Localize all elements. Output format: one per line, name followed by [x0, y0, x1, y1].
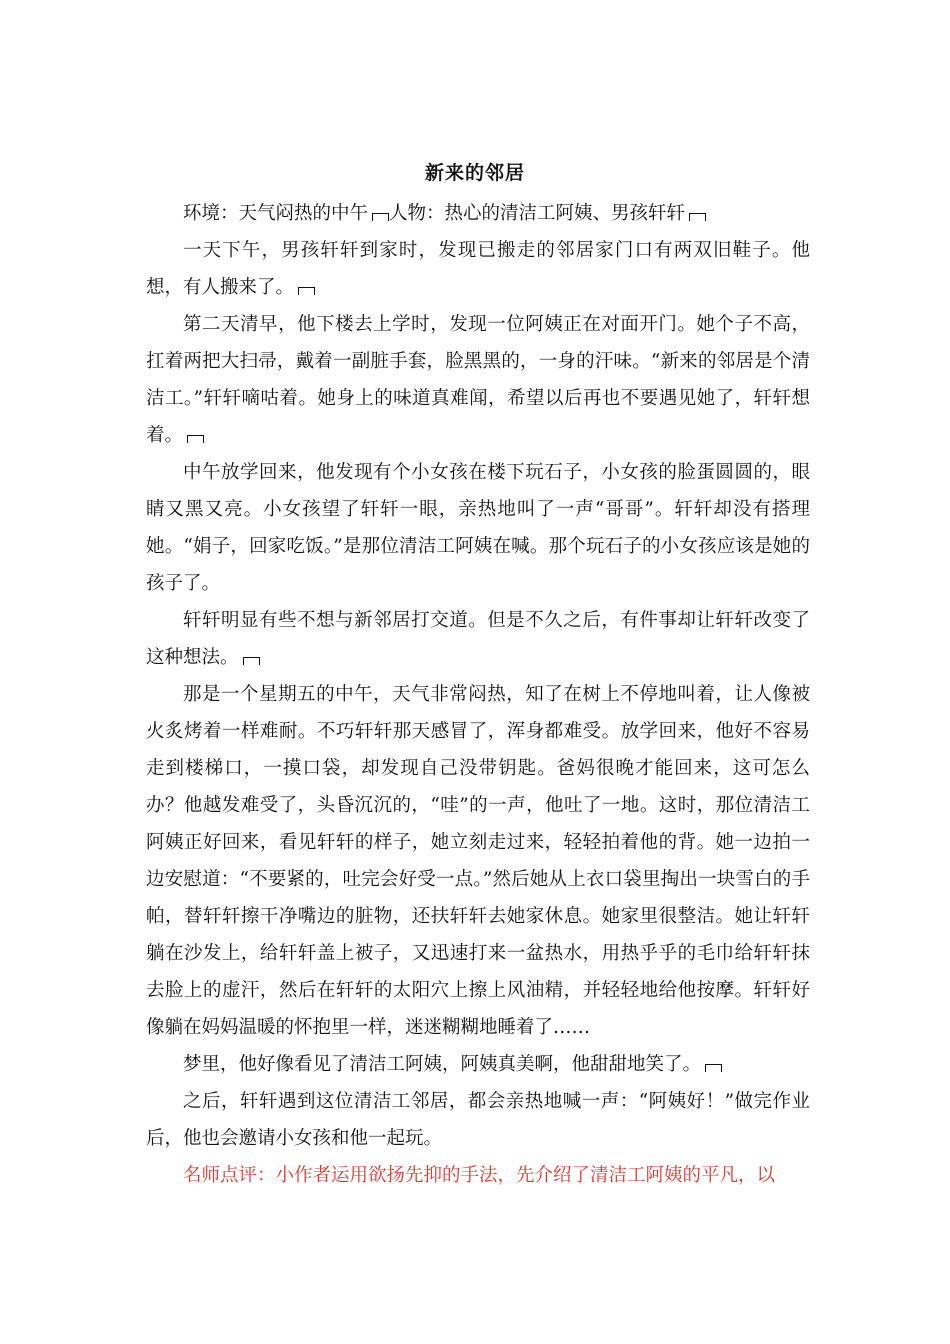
- article-title: 新来的邻居: [424, 162, 525, 184]
- story-paragraph-6-text: 梦里，他好像看见了清洁工阿姨，阿姨真美啊，他甜甜地笑了。: [183, 1054, 702, 1075]
- article-body: [146, 195, 810, 1194]
- story-paragraph-2: [146, 306, 810, 454]
- paragraph-break-mark: [705, 1064, 722, 1072]
- paragraph-break-mark: [298, 287, 315, 295]
- teacher-comment: [146, 1157, 810, 1194]
- story-paragraph-5: [146, 676, 810, 1046]
- story-paragraph-1: [146, 232, 810, 306]
- paragraph-break-mark: [689, 213, 706, 221]
- setting-text: 环境：天气闷热的中午: [183, 203, 369, 224]
- story-paragraph-2-text: 第二天清早，他下楼去上学时，发现一位阿姨正在对面开门。她个子不高，扛着两把大扫帚，戴着一副脏手套，脸黑黑的，一身的汗味。“新来的邻居是个清洁工。”轩轩嘀咕着。她身上的味道真难闻，希望以后再也不要遇见她了，轩轩想着。: [146, 314, 810, 446]
- story-paragraph-6: [146, 1046, 810, 1083]
- paragraph-break-mark: [372, 213, 389, 221]
- story-paragraph-5-text: 那是一个星期五的中午，天气非常闷热，知了在树上不停地叫着，让人像被火炙烤着一样难耐。不巧轩轩那天感冒了，浑身都难受。放学回来，他好不容易走到楼梯口，一摸口袋，却发现自己没带钥匙。爸妈很晚才能回来，这可怎么办？他越发难受了，头昏沉沉的，“哇”的一声，他吐了一地。这时，那位清洁工阿姨正好回来，看见轩轩的样子，她立刻走过来，轻轻拍着他的背。她一边拍一边安慰道：“不要紧的，吐完会好受一点。”然后她从上衣口袋里掏出一块雪白的手帕，替轩轩擦干净嘴边的脏物，还扶轩轩去她家休息。她家里很整洁。她让轩轩躺在沙发上，给轩轩盖上被子，又迅速打来一盆热水，用热乎乎的毛巾给轩轩抹去脸上的虚汗，然后在轩轩的太阳穴上擦上风油精，并轻轻地给他按摩。轩轩好像躺在妈妈温暖的怀抱里一样，迷迷糊糊地睡着了……: [146, 684, 810, 1038]
- story-paragraph-4-text: 轩轩明显有些不想与新邻居打交道。但是不久之后，有件事却让轩轩改变了这种想法。: [146, 610, 810, 668]
- paragraph-break-mark: [243, 657, 260, 665]
- teacher-comment-text: 名师点评：小作者运用欲扬先抑的手法，先介绍了清洁工阿姨的平凡，以: [183, 1165, 776, 1186]
- paragraph-break-mark: [187, 435, 204, 443]
- story-paragraph-3-text: 中午放学回来，他发现有个小女孩在楼下玩石子，小女孩的脸蛋圆圆的，眼睛又黑又亮。小女孩望了轩轩一眼，亲热地叫了一声“哥哥”。轩轩却没有搭理她。“娟子，回家吃饭。”是那位清洁工阿姨在喊。那个玩石子的小女孩应该是她的孩子了。: [146, 462, 810, 594]
- story-paragraph-1-text: 一天下午，男孩轩轩到家时，发现已搬走的邻居家门口有两双旧鞋子。他想，有人搬来了。: [146, 240, 810, 298]
- setting-paragraph: [146, 195, 810, 232]
- story-paragraph-7-text: 之后，轩轩遇到这位清洁工邻居，都会亲热地喊一声：“阿姨好！”做完作业后，他也会邀请小女孩和他一起玩。: [146, 1091, 810, 1149]
- story-paragraph-3: [146, 454, 810, 602]
- story-paragraph-7: [146, 1083, 810, 1157]
- story-paragraph-4: [146, 602, 810, 676]
- characters-text: 人物：热心的清洁工阿姨、男孩轩轩: [389, 203, 686, 224]
